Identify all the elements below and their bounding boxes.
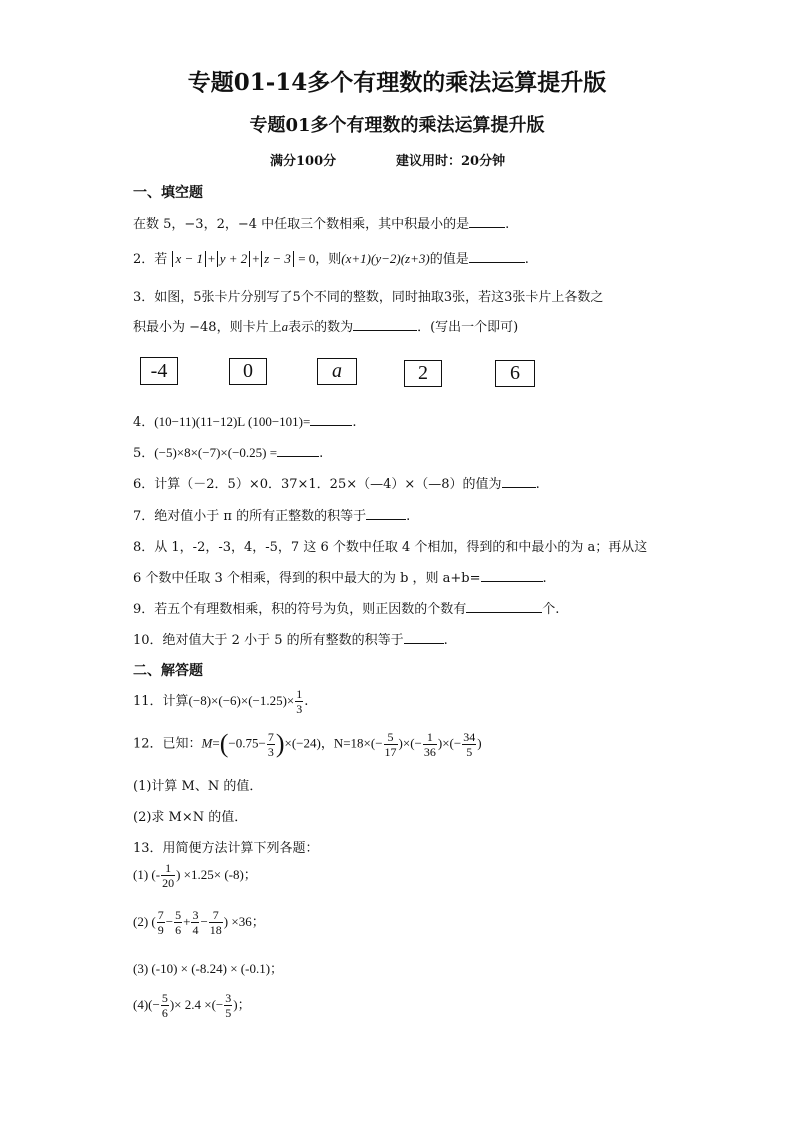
answer-blank bbox=[466, 601, 542, 613]
fraction bbox=[267, 731, 275, 758]
product-expression: (−5)×8×(−7)×(−0.25) = bbox=[154, 445, 278, 460]
text: )×(− bbox=[437, 735, 462, 751]
numerator: 1 bbox=[296, 687, 303, 701]
text: 7．绝对值小于 π 的所有正整数的积等于 bbox=[133, 509, 367, 524]
question-2-post: 的值是 bbox=[429, 252, 469, 267]
text: 7 bbox=[157, 908, 164, 922]
fraction bbox=[384, 731, 398, 758]
fraction bbox=[174, 909, 182, 936]
text: . bbox=[304, 694, 309, 709]
text: ) ×1.25× (-8)； bbox=[176, 867, 257, 882]
text: ) bbox=[477, 735, 482, 751]
text: (2) ( bbox=[133, 914, 156, 929]
fraction bbox=[191, 909, 199, 936]
abs-equation: x − 1 + y + 2 + z − 3 = 0 bbox=[171, 251, 315, 266]
text: 1 bbox=[161, 862, 175, 876]
question-1 bbox=[133, 213, 509, 232]
answer-blank bbox=[481, 570, 543, 582]
card-2: 0 bbox=[229, 358, 267, 385]
text: 20 bbox=[162, 876, 175, 890]
time-info: 建议用时：20分钟 bbox=[396, 154, 506, 169]
text: 5 bbox=[161, 991, 168, 1005]
fraction bbox=[161, 992, 169, 1019]
question-8-line2 bbox=[133, 567, 547, 586]
question-6 bbox=[133, 473, 540, 492]
text: . bbox=[352, 415, 357, 430]
text: 18 bbox=[209, 923, 222, 937]
text: 9．若五个有理数相乘，积的符号为负，则正因数的个数有 bbox=[133, 602, 467, 617]
section-solve-heading: 二、解答题 bbox=[133, 663, 203, 679]
text: 5 bbox=[225, 1006, 232, 1020]
text: 积最小为 −48，则卡片上 bbox=[133, 320, 282, 335]
text: . bbox=[542, 571, 547, 586]
question-13-part-3: (3) (-10) × (-8.24) × (-0.1)； bbox=[133, 961, 284, 976]
question-2-prefix: 若 bbox=[154, 252, 168, 267]
text: (1) (- bbox=[133, 867, 161, 882]
page-title: 专题01-14多个有理数的乘法运算提升版 bbox=[187, 69, 607, 96]
question-3-line1: 3．如图，5张卡片分别写了5个不同的整数，同时抽取3张，若这3张卡片上各数之 bbox=[133, 290, 604, 305]
text: ×(−24)， bbox=[284, 735, 334, 751]
section-fill-heading: 一、填空题 bbox=[133, 185, 203, 201]
answer-blank bbox=[404, 632, 444, 644]
text: )； bbox=[233, 997, 251, 1012]
text: . bbox=[406, 509, 411, 524]
fraction bbox=[462, 731, 476, 758]
text: 36 bbox=[423, 744, 436, 759]
text: 个. bbox=[542, 602, 560, 617]
text: 5． bbox=[133, 446, 155, 461]
text: 6 个数中任取 3 个相乘，得到的积中最大的为 b ，则 a+b= bbox=[133, 571, 481, 586]
text: 3 bbox=[192, 908, 199, 922]
question-13-part-1 bbox=[133, 862, 257, 889]
question-12: 12．已知：M=(−0.75− $\frac{7}{3}$ )×(−24)，N=18×(− $\frac{5}{17}$ )×(− $\frac{1}{36}$ )×(− $\frac{34}{5}$ ) bbox=[133, 729, 482, 759]
text: 5 bbox=[175, 908, 182, 922]
text: = bbox=[212, 735, 220, 751]
text: . bbox=[319, 446, 324, 461]
text: 12．已知： bbox=[133, 736, 202, 752]
question-4 bbox=[133, 411, 356, 430]
text: 1 bbox=[423, 731, 437, 745]
answer-blank bbox=[502, 476, 536, 488]
text: 6 bbox=[161, 1006, 168, 1020]
text: 6．计算（－2．5）×0．37×1．25×（—4）×（—8）的值为 bbox=[133, 477, 502, 492]
question-5 bbox=[133, 442, 323, 461]
score-info: 满分100分 bbox=[270, 154, 337, 169]
text: 7 bbox=[209, 909, 223, 923]
fraction bbox=[224, 992, 232, 1019]
text: 5 bbox=[466, 744, 473, 759]
question-9 bbox=[133, 598, 559, 617]
answer-blank bbox=[353, 319, 417, 331]
text: 4． bbox=[133, 415, 155, 430]
text: 7 bbox=[267, 729, 274, 744]
question-7 bbox=[133, 505, 410, 524]
question-12-part-2: (2)求 M×N 的值． bbox=[133, 810, 248, 825]
question-13-part-2: (2) ( $\frac{7}{9}$ − $\frac{5}{6}$ + $\frac{3}{4}$ − $\frac{7}{18}$ ) ×36； bbox=[133, 908, 265, 937]
text: M bbox=[201, 735, 213, 751]
text: 3 bbox=[225, 991, 232, 1005]
question-end: . bbox=[505, 217, 510, 232]
answer-blank bbox=[277, 445, 319, 457]
text: 3 bbox=[267, 744, 274, 759]
question-1-text: 在数 5，−3，2，−4 中任取三个数相乘，其中积最小的是 bbox=[133, 217, 470, 232]
text: 9 bbox=[157, 923, 164, 937]
page-subtitle: 专题01多个有理数的乘法运算提升版 bbox=[249, 115, 545, 136]
text: −0.75− bbox=[228, 735, 266, 751]
question-number: 2． bbox=[133, 252, 155, 267]
fraction bbox=[295, 688, 303, 715]
card-3: a bbox=[317, 358, 357, 385]
text: . bbox=[535, 477, 540, 492]
card-4: 2 bbox=[404, 360, 442, 387]
fraction bbox=[157, 909, 165, 936]
question-13: 13．用简便方法计算下列各题： bbox=[133, 841, 319, 856]
question-2 bbox=[133, 248, 529, 267]
product-expression: (x+1)(y−2)(z+3) bbox=[341, 251, 430, 266]
denominator: 3 bbox=[296, 702, 303, 716]
text: 11．计算 bbox=[133, 694, 189, 709]
text: ) ×36； bbox=[223, 914, 265, 929]
answer-blank bbox=[310, 414, 352, 426]
text: 17 bbox=[384, 744, 397, 759]
question-12-part-1: (1)计算 M、N 的值． bbox=[133, 779, 263, 794]
text: 5 bbox=[384, 731, 398, 745]
question-10 bbox=[133, 629, 448, 648]
question-13-part-4 bbox=[133, 992, 251, 1019]
answer-blank bbox=[366, 508, 406, 520]
text: 4 bbox=[192, 923, 199, 937]
question-8-line1: 8．从 1，-2，-3，4，-5，7 这 6 个数中任取 4 个相加，得到的和中最小的为 a；再从这 bbox=[133, 540, 648, 555]
text: 10．绝对值大于 2 小于 5 的所有整数的积等于 bbox=[133, 633, 404, 648]
fraction bbox=[209, 909, 223, 936]
text: N=18×(− bbox=[333, 735, 383, 751]
text: 34 bbox=[463, 729, 476, 744]
answer-blank bbox=[469, 251, 525, 263]
text: ．(写出一个即可) bbox=[417, 320, 519, 335]
answer-blank bbox=[469, 216, 505, 228]
question-end: . bbox=[524, 252, 529, 267]
card-5: 6 bbox=[495, 360, 535, 387]
product-expression: (10−11)(11−12)L (100−101)= bbox=[154, 414, 311, 429]
fraction bbox=[161, 862, 175, 889]
question-2-mid: ，则 bbox=[315, 252, 342, 267]
text: )×(− bbox=[398, 735, 422, 751]
text: . bbox=[443, 633, 448, 648]
question-3-line2 bbox=[133, 316, 518, 335]
card-1: -4 bbox=[140, 357, 178, 385]
fraction bbox=[423, 731, 437, 758]
text: (4)(− bbox=[133, 997, 160, 1012]
question-11 bbox=[133, 688, 308, 715]
text: 表示的数为 bbox=[288, 320, 354, 335]
text: 6 bbox=[175, 923, 182, 937]
variable-a: a bbox=[281, 319, 289, 334]
text: )× 2.4 ×(− bbox=[169, 997, 224, 1012]
product-expression: (−8)×(−6)×(−1.25)× bbox=[188, 693, 295, 708]
